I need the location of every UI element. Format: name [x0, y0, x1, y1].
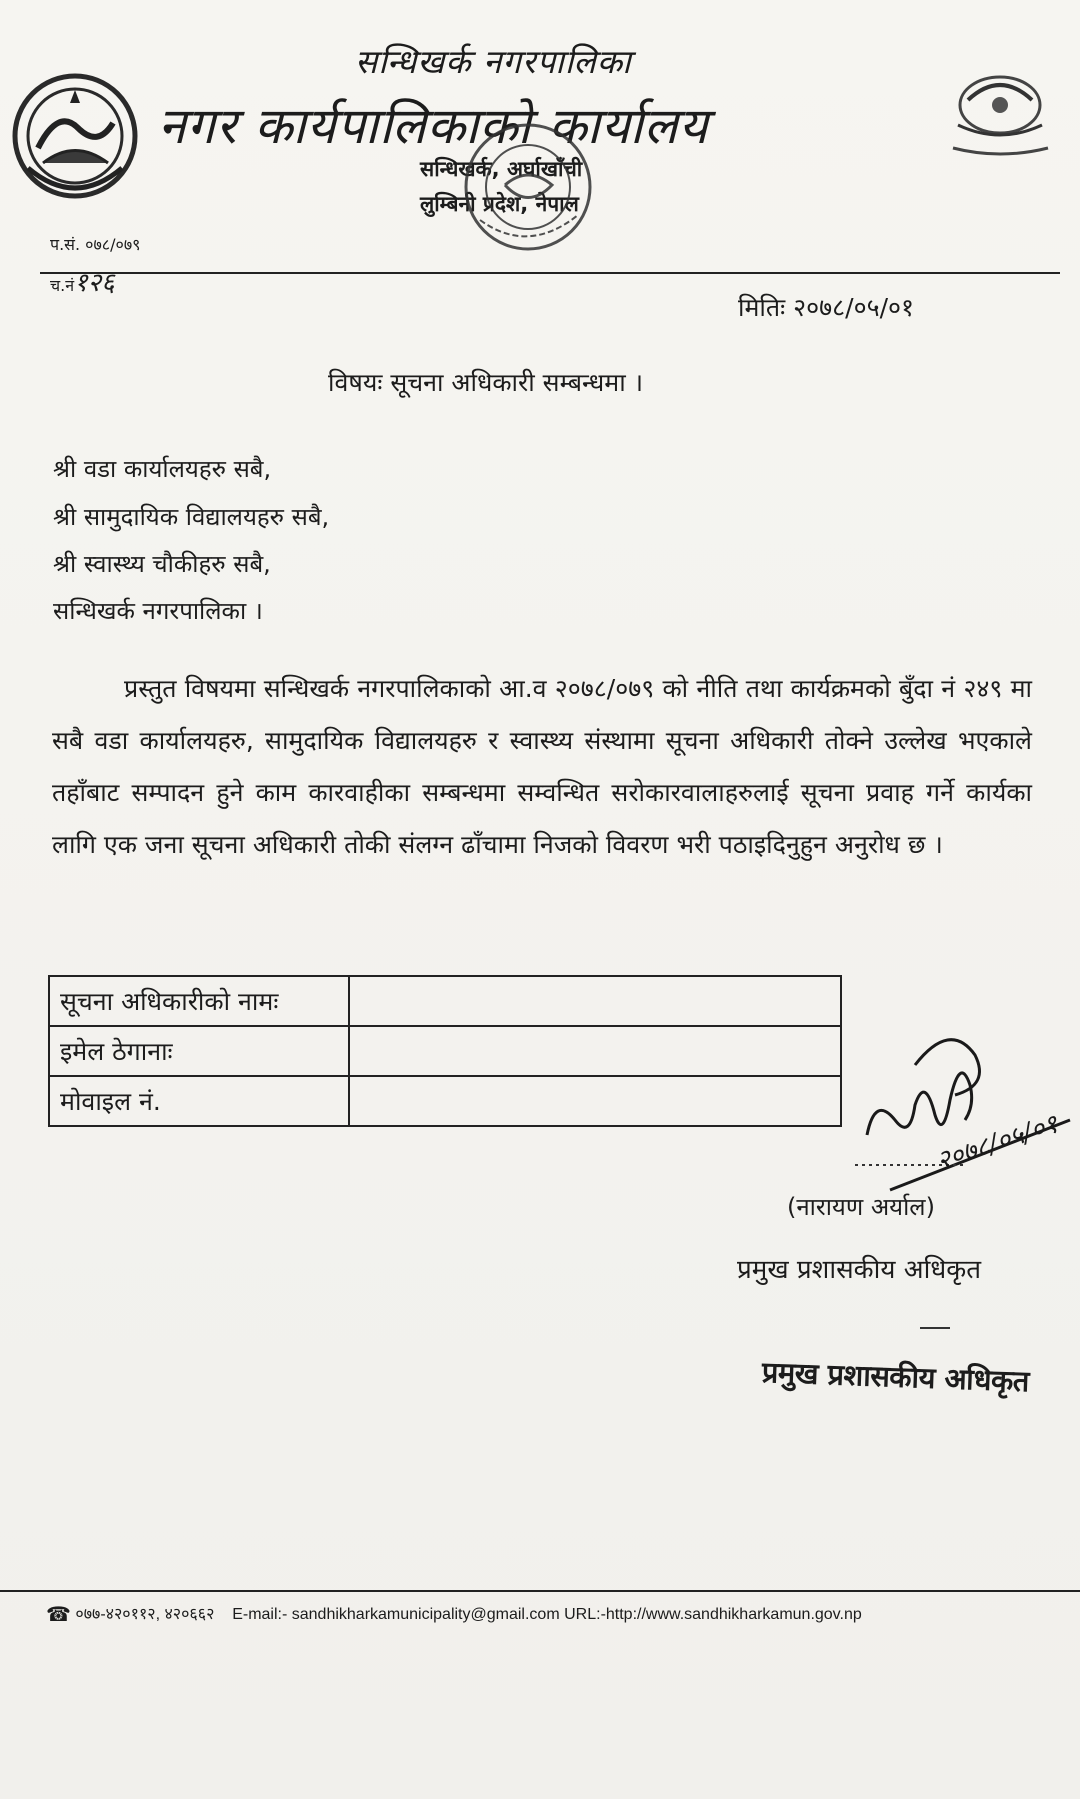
officer-details-form	[48, 975, 842, 1127]
reference-ch-value: १२६	[74, 268, 115, 298]
telephone-icon: ☎	[46, 1604, 71, 1626]
form-row	[49, 1076, 841, 1126]
reference-ps: प.सं. ०७८/०७९	[50, 235, 141, 254]
form-field-email[interactable]	[349, 1026, 841, 1076]
addressee-line: श्री सामुदायिक विद्यालयहरु सबै,	[53, 503, 330, 531]
title-rubber-stamp: प्रमुख प्रशासकीय अधिकृत	[761, 1355, 1030, 1399]
nepal-emblem-left	[8, 68, 143, 203]
form-label-officer-name: सूचना अधिकारीको नामः	[49, 976, 349, 1026]
header-divider	[40, 272, 1060, 274]
form-row	[49, 1026, 841, 1076]
footer-phone: ०७७-४२०११२, ४२०६६२	[75, 1606, 215, 1623]
form-label-mobile: मोवाइल नं.	[49, 1076, 349, 1126]
reference-ch-label: च.नं	[50, 276, 75, 295]
footer-divider	[0, 1590, 1080, 1592]
letter-body: प्रस्तुत विषयमा सन्धिखर्क नगरपालिकाको आ.व २०७८/०७९ को नीति तथा कार्यक्रमको बुँदा नं २४९ मा सबै वडा कार्यालयहरु, सामुदायिक विद्यालयहरु र स्वास्थ्य संस्थामा सूचना अधिकारी तोक्ने उल्लेख भएकाले तहाँबाट सम्पादन हुने काम कारवाहीका सम्बन्धमा सम्वन्धित सरोकारवालाहरुलाई सूचना प्रवाह गर्ने कार्यका लागि एक जना सूचना अधिकारी तोकी संलग्न ढाँचामा निजको विवरण भरी पठाइदिनुहुन अनुरोध छ ।	[52, 674, 1032, 859]
municipality-name: सन्धिखर्क नगरपालिका	[355, 42, 632, 81]
letter-subject: विषयः सूचना अधिकारी सम्बन्धमा ।	[328, 368, 644, 397]
footer-url: URL:-http://www.sandhikharkamun.gov.np	[564, 1606, 862, 1623]
reference-ch	[50, 263, 115, 299]
addressee-line: श्री स्वास्थ्य चौकीहरु सबै,	[53, 550, 271, 578]
letter-date: मितिः २०७८/०५/०१	[738, 293, 914, 322]
form-row	[49, 976, 841, 1026]
form-field-mobile[interactable]	[349, 1076, 841, 1126]
municipal-logo-right	[938, 60, 1063, 165]
stamp-dash	[920, 1327, 950, 1329]
signatory-title: प्रमुख प्रशासकीय अधिकृत	[737, 1255, 982, 1285]
form-label-email: इमेल ठेगानाः	[49, 1026, 349, 1076]
office-place: सन्धिखर्क, अर्घाखाँची	[420, 157, 583, 181]
footer-email: E-mail:- sandhikharkamunicipality@gmail.com	[232, 1606, 560, 1623]
addressee-line: सन्धिखर्क नगरपालिका ।	[53, 597, 263, 625]
addressee-line: श्री वडा कार्यालयहरु सबै,	[53, 455, 272, 483]
office-province: लुम्बिनी प्रदेश, नेपाल	[420, 192, 579, 216]
office-title: नगर कार्यपालिकाको कार्यालय	[158, 97, 709, 155]
signature-date: २०७८/०५/०१	[932, 1109, 1062, 1177]
signatory-name: (नारायण अर्याल)	[787, 1193, 935, 1221]
office-seal-stamp	[460, 115, 595, 260]
footer-contact	[46, 1602, 862, 1627]
form-field-officer-name[interactable]	[349, 976, 841, 1026]
